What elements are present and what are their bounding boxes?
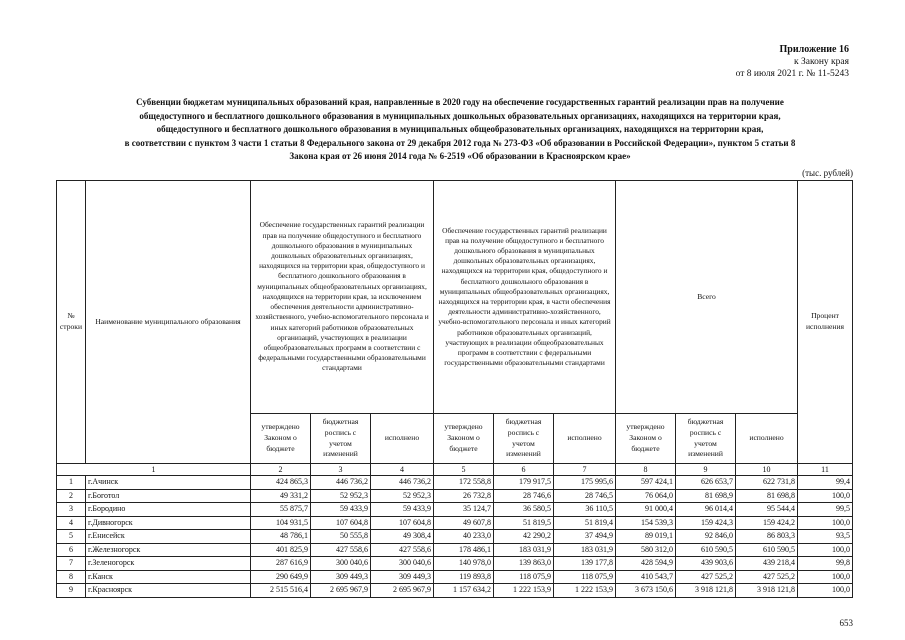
value-cell: 118 075,9 [554,570,616,584]
value-cell: 26 732,8 [434,489,494,503]
value-cell: 610 590,5 [736,543,798,557]
value-cell: 95 544,4 [736,503,798,517]
column-number: 6 [494,464,554,476]
value-cell: 49 331,2 [251,489,311,503]
value-cell: 427 525,2 [736,570,798,584]
header-group-2: Обеспечение государственных гарантий реализации прав на получение общедоступного и бесплатного дошкольного образования в муниципальных дошкольных образовательных организациях, находящихся на территории края, общедоступного и бесплатного дошкольного образования в муниципальных общеобразовательных организациях, находящихся на территории края, в части обеспечения деятельности административно-хозяйственного, учебно-вспомогательного персонала и иных категорий работников образовательных организаций, участвующих в реализации общеобразовательных программ в соответствии с федеральными государственными образовательными стандартами [434,181,616,414]
value-cell: 2 695 967,9 [371,584,434,598]
header-approved: утверждено Законом о бюджете [434,414,494,464]
header-row-number: № строки [57,181,86,464]
value-cell: 42 290,2 [494,530,554,544]
value-cell: 55 875,7 [251,503,311,517]
header-budget-schedule: бюджетная роспись с учетом изменений [311,414,371,464]
value-cell: 183 031,9 [494,543,554,557]
appendix-date: от 8 июля 2021 г. № 11-5243 [735,69,849,79]
value-cell: 159 424,2 [736,516,798,530]
value-cell: 48 786,1 [251,530,311,544]
column-number: 3 [311,464,371,476]
value-cell: 610 590,5 [676,543,736,557]
value-cell: 99,8 [798,557,853,571]
value-cell: 179 917,5 [494,476,554,490]
value-cell: 50 555,8 [311,530,371,544]
column-number: 4 [371,464,434,476]
header-approved: утверждено Законом о бюджете [616,414,676,464]
value-cell: 183 031,9 [554,543,616,557]
column-number: 9 [676,464,736,476]
appendix-law: к Закону края [793,57,849,67]
municipality-name: г.Енисейск [86,530,251,544]
table-row [57,503,853,517]
column-number: 10 [736,464,798,476]
value-cell: 100,0 [798,584,853,598]
value-cell: 93,5 [798,530,853,544]
value-cell: 49 607,8 [434,516,494,530]
value-cell: 427 525,2 [676,570,736,584]
value-cell: 3 673 150,6 [616,584,676,598]
column-number-row [57,464,853,476]
row-number: 9 [57,584,86,598]
value-cell: 622 731,8 [736,476,798,490]
row-number: 8 [57,570,86,584]
value-cell: 107 604,8 [311,516,371,530]
value-cell: 626 653,7 [676,476,736,490]
row-number: 5 [57,530,86,544]
value-cell: 580 312,0 [616,543,676,557]
title-line: Закона края от 26 июня 2014 года № 6-2519 «Об образовании в Красноярском крае» [289,151,631,161]
row-number: 2 [57,489,86,503]
value-cell: 175 995,6 [554,476,616,490]
value-cell: 52 952,3 [311,489,371,503]
value-cell: 290 649,9 [251,570,311,584]
document-title [60,96,860,164]
value-cell: 2 695 967,9 [311,584,371,598]
value-cell: 427 558,6 [371,543,434,557]
value-cell: 59 433,9 [371,503,434,517]
value-cell: 446 736,2 [371,476,434,490]
column-number: 1 [57,464,251,476]
value-cell: 154 539,3 [616,516,676,530]
header-executed: исполнено [554,414,616,464]
row-number: 6 [57,543,86,557]
subventions-table [56,180,853,598]
value-cell: 424 865,3 [251,476,311,490]
value-cell: 100,0 [798,570,853,584]
value-cell: 86 803,3 [736,530,798,544]
value-cell: 36 580,5 [494,503,554,517]
value-cell: 35 124,7 [434,503,494,517]
value-cell: 410 543,7 [616,570,676,584]
header-budget-schedule: бюджетная роспись с учетом изменений [676,414,736,464]
column-number: 11 [798,464,853,476]
value-cell: 300 040,6 [371,557,434,571]
municipality-name: г.Красноярск [86,584,251,598]
value-cell: 92 846,0 [676,530,736,544]
value-cell: 81 698,9 [676,489,736,503]
header-group-1: Обеспечение государственных гарантий реализации прав на получение общедоступного и бесплатного дошкольного образования в муниципальных дошкольных образовательных организациях, находящихся на территории края, общедоступного и бесплатного дошкольного образования в муниципальных общеобразовательных организациях, находящихся на территории края, за исключением обеспечения деятельности административно-хозяйственного, учебно-вспомогательного персонала и иных категорий работников образовательных организаций, участвующих в реализации общеобразовательных программ в соответствии с федеральными государственными образовательными стандартами [251,181,434,414]
table-row [57,557,853,571]
title-line: в соответствии с пунктом 3 части 1 статьи 8 Федерального закона от 29 декабря 2012 года № 273-ФЗ «Об образовании в Российской Федерации», пунктом 5 статьи 8 [124,137,796,148]
municipality-name: г.Зеленогорск [86,557,251,571]
value-cell: 446 736,2 [311,476,371,490]
row-number: 4 [57,516,86,530]
table-row [57,584,853,598]
title-line: общедоступного и бесплатного дошкольного образования в муниципальных дошкольных образовательных организациях, находящихся на территории края, [139,110,781,121]
value-cell: 118 075,9 [494,570,554,584]
value-cell: 309 449,3 [311,570,371,584]
value-cell: 3 918 121,8 [676,584,736,598]
header-budget-schedule: бюджетная роспись с учетом изменений [494,414,554,464]
value-cell: 100,0 [798,516,853,530]
municipality-name: г.Железногорск [86,543,251,557]
value-cell: 1 222 153,9 [554,584,616,598]
table-row [57,489,853,503]
column-number: 8 [616,464,676,476]
value-cell: 178 486,1 [434,543,494,557]
page-number: 653 [839,618,853,628]
value-cell: 104 931,5 [251,516,311,530]
municipality-name: г.Ачинск [86,476,251,490]
value-cell: 172 558,8 [434,476,494,490]
value-cell: 119 893,8 [434,570,494,584]
table-row [57,543,853,557]
value-cell: 100,0 [798,489,853,503]
value-cell: 427 558,6 [311,543,371,557]
value-cell: 439 218,4 [736,557,798,571]
value-cell: 287 616,9 [251,557,311,571]
header-executed: исполнено [371,414,434,464]
table-row [57,516,853,530]
value-cell: 597 424,1 [616,476,676,490]
value-cell: 139 177,8 [554,557,616,571]
value-cell: 401 825,9 [251,543,311,557]
value-cell: 51 819,4 [554,516,616,530]
value-cell: 428 594,9 [616,557,676,571]
value-cell: 140 978,0 [434,557,494,571]
row-number: 3 [57,503,86,517]
municipality-name: г.Бородино [86,503,251,517]
header-group-total: Всего [616,181,798,414]
value-cell: 99,4 [798,476,853,490]
value-cell: 40 233,0 [434,530,494,544]
row-number: 7 [57,557,86,571]
value-cell: 96 014,4 [676,503,736,517]
row-number: 1 [57,476,86,490]
value-cell: 3 918 121,8 [736,584,798,598]
column-number: 2 [251,464,311,476]
value-cell: 300 040,6 [311,557,371,571]
value-cell: 76 064,0 [616,489,676,503]
table-row [57,476,853,490]
value-cell: 99,5 [798,503,853,517]
value-cell: 1 157 634,2 [434,584,494,598]
value-cell: 100,0 [798,543,853,557]
header-name: Наименование муниципального образования [86,181,251,464]
header-approved: утверждено Законом о бюджете [251,414,311,464]
value-cell: 439 903,6 [676,557,736,571]
value-cell: 107 604,8 [371,516,434,530]
column-number: 7 [554,464,616,476]
value-cell: 52 952,3 [371,489,434,503]
title-line: Субвенции бюджетам муниципальных образований края, направленные в 2020 году на обеспечение государственных гарантий реализации прав на получение [136,97,784,107]
appendix-reference [736,44,849,80]
value-cell: 2 515 516,4 [251,584,311,598]
value-cell: 309 449,3 [371,570,434,584]
value-cell: 36 110,5 [554,503,616,517]
value-cell: 1 222 153,9 [494,584,554,598]
table-row [57,570,853,584]
value-cell: 91 000,4 [616,503,676,517]
value-cell: 139 863,0 [494,557,554,571]
units-label: (тыс. рублей) [802,168,853,178]
value-cell: 28 746,6 [494,489,554,503]
appendix-number: Приложение 16 [779,44,849,55]
value-cell: 89 019,1 [616,530,676,544]
header-percent: Процент исполнения [798,181,853,464]
column-number: 5 [434,464,494,476]
value-cell: 59 433,9 [311,503,371,517]
table-row [57,530,853,544]
title-line: общедоступного и бесплатного дошкольного образования в муниципальных общеобразовательных организациях, находящихся на территории края, [156,124,764,134]
value-cell: 51 819,5 [494,516,554,530]
value-cell: 37 494,9 [554,530,616,544]
header-executed: исполнено [736,414,798,464]
municipality-name: г.Боготол [86,489,251,503]
value-cell: 28 746,5 [554,489,616,503]
value-cell: 81 698,8 [736,489,798,503]
value-cell: 49 308,4 [371,530,434,544]
municipality-name: г.Канск [86,570,251,584]
value-cell: 159 424,3 [676,516,736,530]
municipality-name: г.Дивногорск [86,516,251,530]
